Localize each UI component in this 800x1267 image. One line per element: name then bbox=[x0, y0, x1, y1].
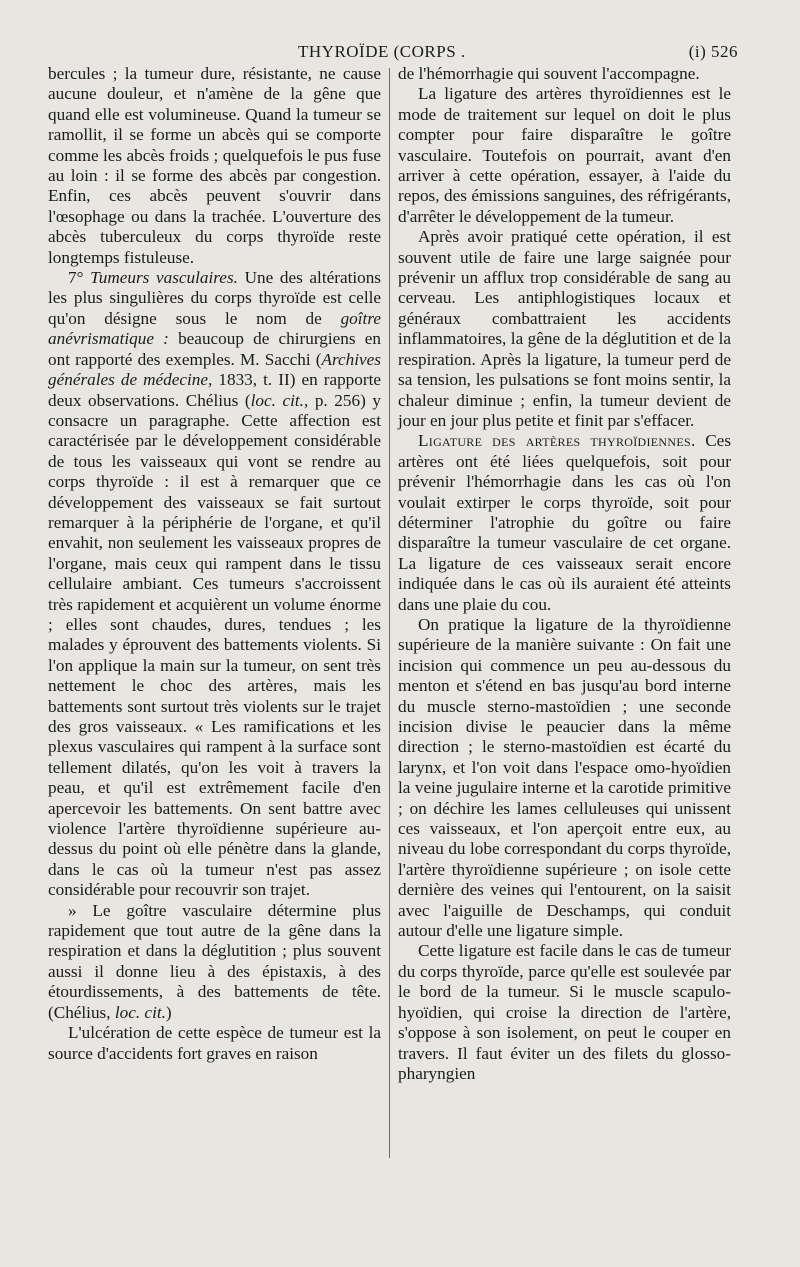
paragraph bbox=[398, 615, 731, 942]
text-run: 1833, t. II) en rapporte deux observations. Chélius ( bbox=[48, 370, 381, 410]
paragraph bbox=[48, 64, 381, 268]
column-divider bbox=[389, 68, 390, 1158]
text-run: Cette ligature est facile dans le cas de tumeur du corps thyroïde, parce qu'elle est soulevée par le bord de la tumeur. Si le muscle scapulo-hyoïdien, qui croise la direction de l'artère, s'oppose à son isolement, on peut le couper en travers. Il faut éviter un des filets du glosso-pharyngien bbox=[398, 941, 731, 1083]
paragraph bbox=[398, 941, 731, 1084]
text-run: Après avoir pratiqué cette opération, il est souvent utile de faire une large saignée pour prévenir un afflux trop considérable de sang au cerveau. Les antiphlogistiques locaux et généraux combattraient les accidents inflammatoires, la gêne de la déglutition et de la respiration. Après la ligature, la tumeur perd de sa tension, les pulsations se font moins sentir, la chaleur diminue ; enfin, la tumeur devient de jour en jour plus petite et finit par s'effacer. bbox=[398, 227, 731, 430]
paragraph bbox=[48, 268, 381, 901]
paragraph bbox=[398, 84, 731, 227]
text-run: loc. cit. bbox=[114, 1002, 166, 1022]
running-title: THYROÏDE (CORPS . bbox=[298, 42, 466, 61]
text-run: bercules ; la tumeur dure, résistante, ne cause aucune douleur, et n'amène de la gêne que quand elle est volumineuse. Quand la tumeur se ramollit, il se forme un abcès qui se comporte comme les abcès froids ; quelquefois le pus fuse au loin : il se forme des abcès par congestion. Enfin, ces abcès peuvent s'ouvrir dans l'œsophage ou dans la trachée. L'ouverture des abcès tuberculeux du corps thyroïde reste longtemps fistuleuse. bbox=[48, 64, 381, 267]
paragraph bbox=[48, 901, 381, 1023]
right-column bbox=[398, 64, 731, 1084]
text-run: L'ulcération de cette espèce de tumeur est la source d'accidents fort graves en raison bbox=[48, 1023, 381, 1063]
paragraph bbox=[398, 64, 731, 84]
text-run: Ces artères ont été liées quelquefois, soit pour prévenir l'hémorrhagie dans les cas où l'on voulait extirper le corps thyroïde, soit pour déterminer l'atrophie du goître ou faire disparaître la tumeur vasculaire de cet organe. La ligature de ces vaisseaux serait encore indiquée dans le cas où ils auraient été atteints dans une plaie du cou. bbox=[398, 431, 732, 614]
text-run: de l'hémorrhagie qui souvent l'accompagne. bbox=[398, 64, 700, 83]
text-run: , p. 256) y consacre un paragraphe. Cette affection est caractérisée par le développement considérable de tous les vaisseaux qui vont se rendre au corps thyroïde : il est à remarquer que ce développement des vaisseaux se fait surtout remarquer à la périphérie de l'organe, et qu'il envahit, non seulement les vaisseaux propres de l'organe, mais ceux qui rampent dans le tissu cellulaire ambiant. Ces tumeurs s'accroissent très rapidement et acquièrent un volume énorme ; elles sont chaudes, dures, tendues ; les malades y éprouvent des battements violents. Si l'on applique la main sur la tumeur, on sent très nettement le choc des artères, mais les battements sont surtout très violents sur le trajet des gros vaisseaux. « Les ramifications et les plexus vasculaires qui rampent à la surface sont tellement dilatés, qu'on les voit à travers la peau, et qu'il est extrêmement facile d'en apercevoir les battements. On sent battre avec violence l'artère thyroïdienne supérieure au-dessus du point où elle pénètre dans la glande, dans le cas où la tumeur n'est pas assez considérable pour recouvrir son trajet. bbox=[48, 390, 381, 900]
paragraph bbox=[398, 431, 731, 615]
text-run: 7° bbox=[68, 268, 91, 288]
text-run: Archives générales de médecine, bbox=[48, 349, 381, 390]
page-number: (i) 526 bbox=[688, 42, 738, 61]
text-run: » Le goître vasculaire détermine plus rapidement que tout autre de la gêne dans la respiration et dans la déglutition ; plus souvent aussi il donne lieu à des épistaxis, à des étourdissements, à des battements de tête. (Chélius, bbox=[48, 900, 381, 1022]
paragraph bbox=[398, 227, 731, 431]
paragraph bbox=[48, 1023, 381, 1064]
text-run: loc. cit. bbox=[250, 390, 304, 410]
text-run: On pratique la ligature de la thyroïdienne supérieure de la manière suivante : On fait une incision qui commence un peu au-dessous du menton et s'étend en bas jusqu'au bord interne du muscle sterno-mastoïdien ; une seconde incision divise le peaucier dans la même direction ; le sterno-mastoïdien est écarté du larynx, et l'on voit dans l'espace omo-hyoïdien la veine jugulaire interne et la carotide primitive ; on déchire les lames celluleuses qui unissent ces vaisseaux, et l'on aperçoit entre eux, au niveau du lobe correspondant du corps thyroïde, l'artère thyroïdienne supérieure ; on isole cette dernière des veines qui l'entourent, on la saisit avec l'aiguille de Deschamps, qui conduit autour d'elle une ligature simple. bbox=[398, 614, 731, 941]
text-run: La ligature des artères thyroïdiennes est le mode de traitement sur lequel on doit le plus compter pour faire disparaître le goître vasculaire. Toutefois on pourrait, avant d'en arriver à cette opération, essayer, à l'aide du repos, des émissions sanguines, des réfrigérants, d'arrêter le développement de la tumeur. bbox=[398, 84, 731, 226]
text-run: Tumeurs vasculaires. bbox=[90, 268, 238, 288]
text-run: goître anévrismatique : bbox=[48, 308, 381, 349]
running-header bbox=[48, 38, 738, 66]
text-run: beaucoup de chirurgiens en ont rapporté des exemples. M. Sacchi ( bbox=[48, 329, 381, 369]
left-column bbox=[48, 64, 381, 1064]
text-run: Une des altérations les plus singulières du corps thyroïde est celle qu'on désigne sous le nom de bbox=[48, 268, 382, 328]
text-run: ) bbox=[165, 1002, 172, 1022]
text-run: Ligature des artères thyroïdiennes. bbox=[418, 431, 696, 451]
